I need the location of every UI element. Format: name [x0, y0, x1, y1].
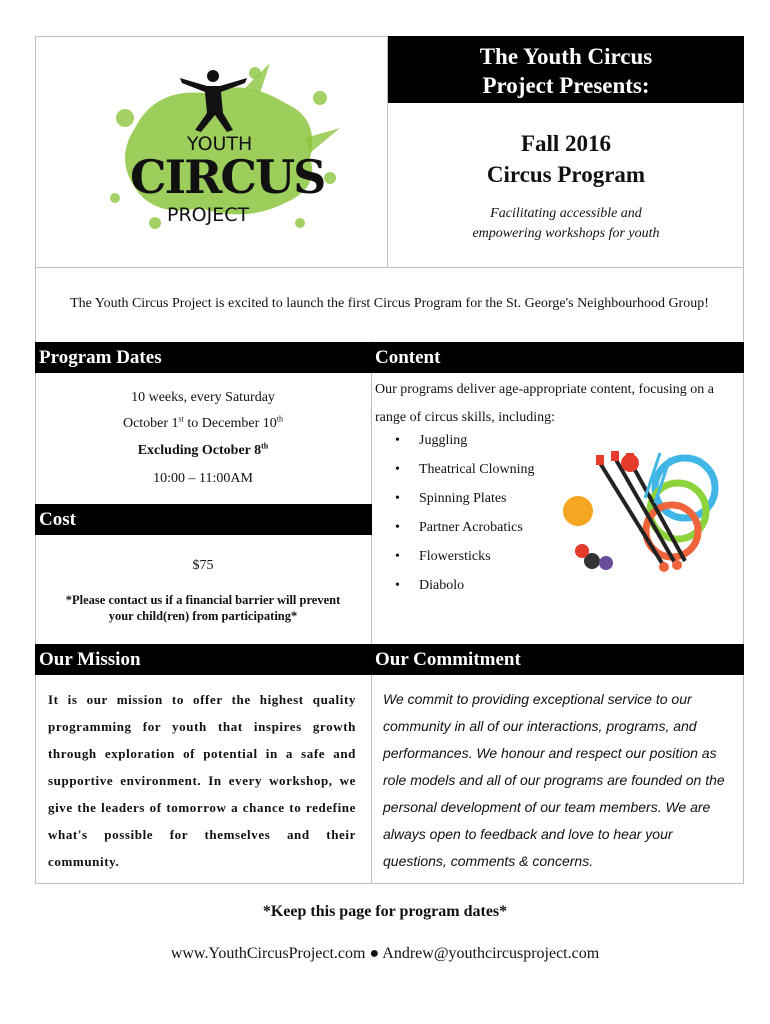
commitment-heading: Our Commitment	[371, 644, 744, 675]
range-start: October 1	[122, 416, 179, 431]
cost-note-line-1: *Please contact us if a financial barrier will prevent	[65, 593, 341, 607]
exclusion-sup: th	[261, 441, 269, 451]
list-item: • Juggling	[395, 430, 555, 459]
youth-circus-project-logo	[95, 58, 345, 238]
logo-youth-text: YOUTH	[187, 133, 253, 155]
cost-price: $75	[192, 558, 214, 573]
contact-footer	[0, 945, 770, 963]
tagline	[388, 204, 744, 244]
intro-text: The Youth Circus Project is excited to launch the first Circus Program for the St. George's Neighbourhood Group!	[70, 296, 709, 311]
range-mid: to December 10	[183, 416, 277, 431]
tagline-line-2: empowering workshops for youth	[472, 226, 660, 241]
program-title-line-2: Circus Program	[486, 162, 646, 187]
range-end-sup: th	[276, 414, 284, 424]
separator-dot: ●	[369, 945, 380, 962]
logo-circus-text: CIRCUS	[130, 150, 325, 204]
bottom-divider	[371, 644, 372, 884]
commitment-text: We commit to providing exceptional service to our community in all of our interactions, programs, and performances. We honour and respect our position as role models and all of our programs are founded on the personal development of our team members. We are always open to feedback and love to hear your questions, comments & concerns.	[383, 691, 725, 869]
list-item: • Theatrical Clowning	[395, 459, 555, 488]
skills-list	[395, 430, 555, 604]
mission-text: It is our mission to offer the highest quality programming for youth that inspires growth through exploration of potential in a safe and supportive environment. In every workshop, we give the leaders of tomorrow a chance to redefine what's possible for themselves and their community.	[48, 692, 356, 869]
presenter-title	[388, 36, 744, 103]
cost-note	[36, 592, 370, 624]
dates-time: 10:00 – 11:00AM	[153, 471, 253, 486]
juggling-balls-icon	[563, 454, 639, 570]
middle-divider	[371, 341, 372, 644]
list-item: • Spinning Plates	[395, 488, 555, 517]
website-link[interactable]: www.YouthCircusProject.com	[170, 945, 366, 962]
cost-heading: Cost	[35, 504, 372, 535]
title-line-1: The Youth Circus	[479, 44, 653, 69]
email-link[interactable]: Andrew@youthcircusproject.com	[382, 945, 600, 962]
range-start-sup: st	[178, 414, 184, 424]
dates-exclusion	[36, 443, 370, 459]
logo-project-text: PROJECT	[167, 204, 250, 226]
program-title-line-1: Fall 2016	[520, 131, 612, 156]
content-heading: Content	[371, 342, 744, 373]
content-intro: Our programs deliver age-appropriate content, focusing on a range of circus skills, including:	[375, 382, 714, 425]
program-title	[388, 128, 744, 190]
dates-range	[36, 416, 370, 432]
title-line-2: Project Presents:	[482, 73, 650, 98]
program-dates-heading: Program Dates	[35, 342, 372, 373]
circus-props-illustration	[560, 443, 735, 583]
list-item: • Partner Acrobatics	[395, 517, 555, 546]
mission-heading: Our Mission	[35, 644, 372, 675]
list-item: • Flowersticks	[395, 546, 555, 575]
exclusion-text: Excluding October 8	[137, 443, 262, 458]
keep-page-note: *Keep this page for program dates*	[262, 903, 508, 920]
cost-note-line-2: your child(ren) from participating*	[108, 609, 298, 623]
dates-frequency: 10 weeks, every Saturday	[131, 390, 275, 405]
list-item: • Diabolo	[395, 575, 555, 604]
tagline-line-1: Facilitating accessible and	[490, 206, 642, 221]
